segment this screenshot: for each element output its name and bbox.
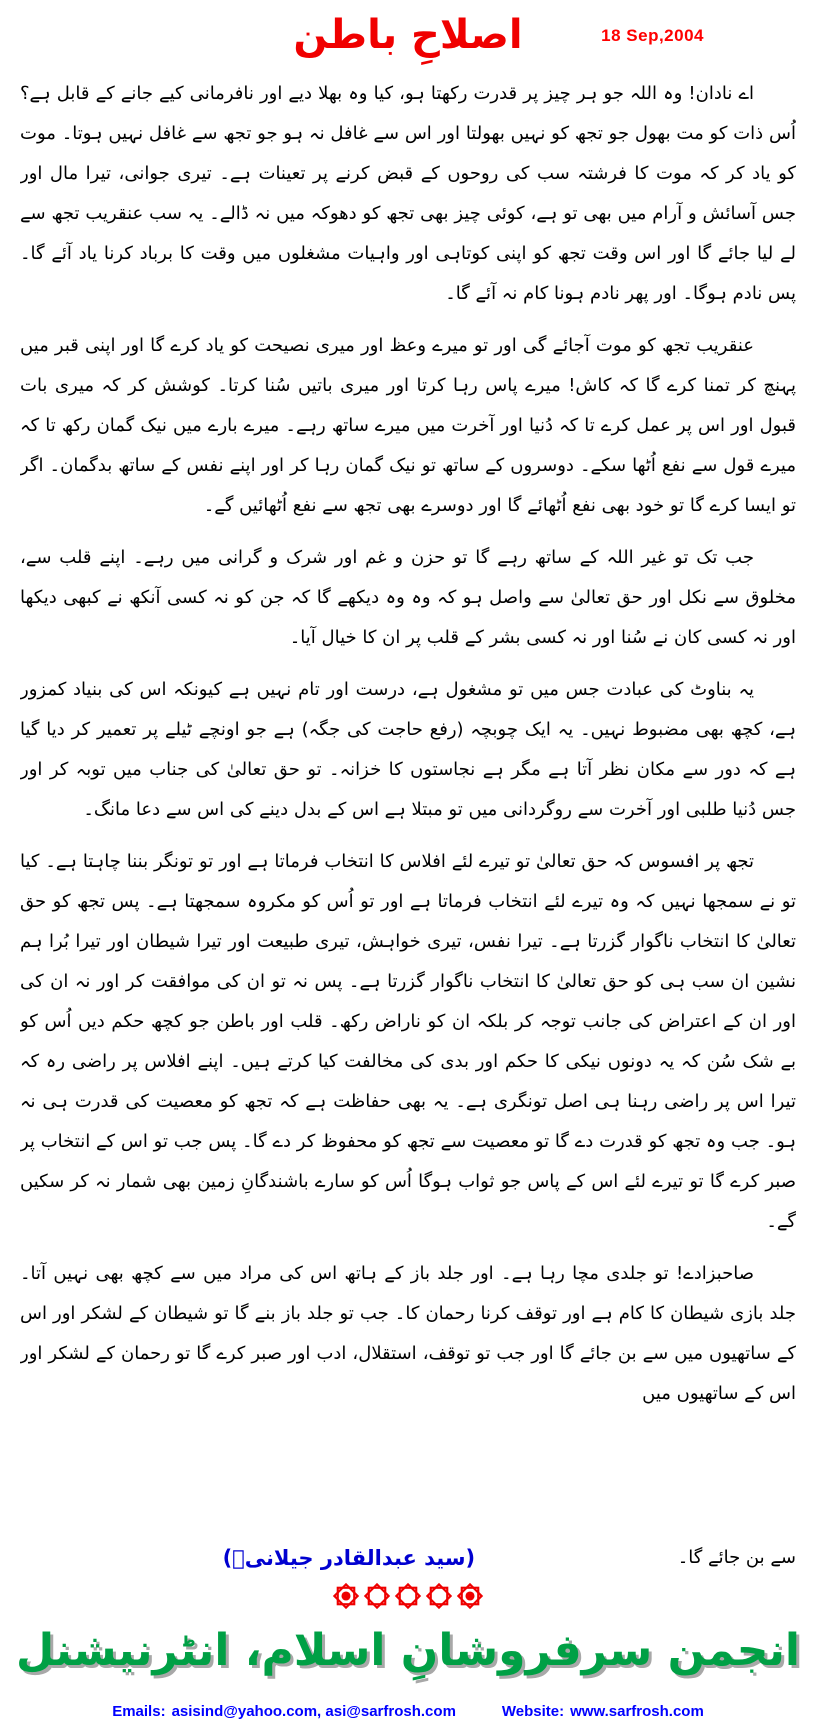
rub-el-hizb-icon [363, 1582, 391, 1610]
paragraph: تجھ پر افسوس کہ حق تعالیٰ تو تیرے لئے افلاس کا انتخاب فرماتا ہے اور تو تونگر بننا چاہتا ہے۔ کیا تو نے سمجھا نہیں کہ وہ تیرے لئے انتخاب فرماتا ہے اور تو اُس کو مکروہ سمجھتا ہے۔ پس تجھ کو حق تعالیٰ کا انتخاب ناگوار گزرتا ہے۔ تیرا نفس، تیری خواہش، تیری طبیعت اور تیرا شیطان اور تیرا بُرا ہم نشین ان سب ہی کو حق تعالیٰ کا انتخاب ناگوار گزرتا ہے۔ پس نہ تو ان کی موافقت کر اور نہ ان کی اور ان کے اعتراض کی جانب توجہ کر بلکہ ان کو ناراض رکھ۔ قلب اور باطن جو کچھ حکم دیں اُس کو بے شک سُن کہ یہ دونوں نیکی کا حکم اور بدی کی مخالفت کیا کرتے ہیں۔ اپنے افلاس پر راضی رہ کہ تیرا اس پر راضی رہنا ہی اصل تونگری ہے۔ یہ بھی حفاظت ہے کہ تجھ کو معصیت کی قدرت ہی نہ ہو۔ جب وہ تجھ کو قدرت دے گا تو معصیت سے تجھ کو محفوظ کر دے گا۔ پس جب تو اس کے انتخاب پر صبر کرے گا تو تیرے لئے اس کے پاس جو ثواب ہوگا اُس کو سارے باشندگانِ زمین بھی شمار نہ کر سکیں گے۔ [20, 851, 796, 1232]
website-label: Website: [501, 1703, 565, 1720]
rub-el-hizb-icon [332, 1582, 360, 1610]
paragraph: یہ بناوٹ کی عبادت جس میں تو مشغول ہے، درست اور تام نہیں ہے کیونکہ اس کی بنیاد کمزور ہے، کچھ بھی مضبوط نہیں۔ یہ ایک چوبچہ (رفع حاجت کی جگہ) ہے جو اونچے ٹیلے پر تعمیر کر دیا گیا ہے کہ دور سے مکان نظر آتا ہے مگر ہے نجاستوں کا خزانہ۔ تو حق تعالیٰ کی جناب میں توبہ کر اور جس دُنیا طلبی اور آخرت سے روگردانی میں تو مبتلا ہے اس کے بدل دینے کی اس سے دعا مانگ۔ [20, 679, 796, 820]
rub-el-hizb-icon [394, 1582, 422, 1610]
rub-el-hizb-icon [425, 1582, 453, 1610]
ornament-divider [0, 1582, 816, 1610]
paragraph: اے نادان! وہ اللہ جو ہر چیز پر قدرت رکھتا ہو، کیا وہ بھلا دیے اور نافرمانی کیے جانے کے قابل ہے؟ اُس ذات کو مت بھول جو تجھ کو نہیں بھولتا اور اس سے غافل نہ ہو جو تجھ سے غافل نہیں ہوتا۔ موت کو یاد کر کہ موت کا فرشتہ سب کی روحوں کے قبض کرنے پر تعینات ہے۔ تیری جوانی، تیرا مال اور جس آسائش و آرام میں بھی تو ہے، کوئی چیز بھی تجھ کو دھوکہ میں نہ ڈالے۔ یہ سب عنقریب تجھ سے لے لیا جائے گا اور اس وقت تجھ کو اپنی کوتاہی اور واہیات مشغلوں میں وقت کا برباد کرنا یاد آئے گا۔ پس نادم ہوگا۔ اور پھر نادم ہونا کام نہ آئے گا۔ [20, 83, 796, 304]
website-value: www.sarfrosh.com [570, 1703, 704, 1720]
emails-label: Emails: [112, 1703, 166, 1720]
date-label: 18 Sep,2004 [601, 26, 704, 45]
paragraph: صاحبزادے! تو جلدی مچا رہا ہے۔ اور جلد باز کے ہاتھ اس کی مراد میں سے کچھ بھی نہیں آتا۔ جلد بازی شیطان کا کام ہے اور توقف کرنا رحمان کا۔ جب تو جلد باز بنے گا تو شیطان کے لشکر اور اس کے ساتھیوں میں سے بن جائے گا اور جب تو توقف، استقلال، ادب اور صبر کرے گا تو رحمان کے لشکر اور اس کے ساتھیوں میں [20, 1263, 796, 1404]
article-body [20, 74, 796, 1532]
signature-row [20, 1538, 796, 1578]
page-title: اصلاحِ باطن [293, 12, 523, 58]
author-signature: (سید عبدالقادر جیلانیؒ) [222, 1546, 476, 1570]
organization-banner: انجمن سرفروشانِ اسلام، انٹرنیشنل [15, 1625, 801, 1676]
contact-line [0, 1703, 816, 1720]
emails-value: asisind@yahoo.com, asi@sarfrosh.com [171, 1703, 456, 1720]
closing-fragment: سے بن جائے گا۔ [677, 1547, 796, 1568]
paragraph: جب تک تو غیر اللہ کے ساتھ رہے گا تو حزن و غم اور شرک و گرانی میں رہے۔ اپنے قلب سے، مخلوق سے نکل اور حق تعالیٰ سے واصل ہو کہ وہ وہ دیکھے گا کہ جن کو نہ کسی آنکھ نے کبھی دیکھا اور نہ کسی کان نے سُنا اور نہ کسی بشر کے قلب پر ان کا خیال آیا۔ [20, 547, 796, 648]
paragraph: عنقریب تجھ کو موت آجائے گی اور تو میرے وعظ اور میری نصیحت کو یاد کرے گا اور اپنی قبر میں پہنچ کر تمنا کرے گا کہ کاش! میرے پاس رہا کرتا اور میری باتیں سُنا کرتا۔ کوشش کر کہ میری بات قبول اور اس پر عمل کرے تا کہ دُنیا اور آخرت میں میرے ساتھ رہے۔ میرے بارے میں نیک گمان رکھ تا کہ میرے قول سے نفع اُٹھا سکے۔ دوسروں کے ساتھ تو نیک گمان رہا کر اور اپنے نفس کے ساتھ بدگمان۔ اگر تو ایسا کرے گا تو خود بھی نفع اُٹھائے گا اور دوسرے بھی تجھ سے نفع اُٹھائیں گے۔ [20, 335, 796, 516]
rub-el-hizb-icon [456, 1582, 484, 1610]
